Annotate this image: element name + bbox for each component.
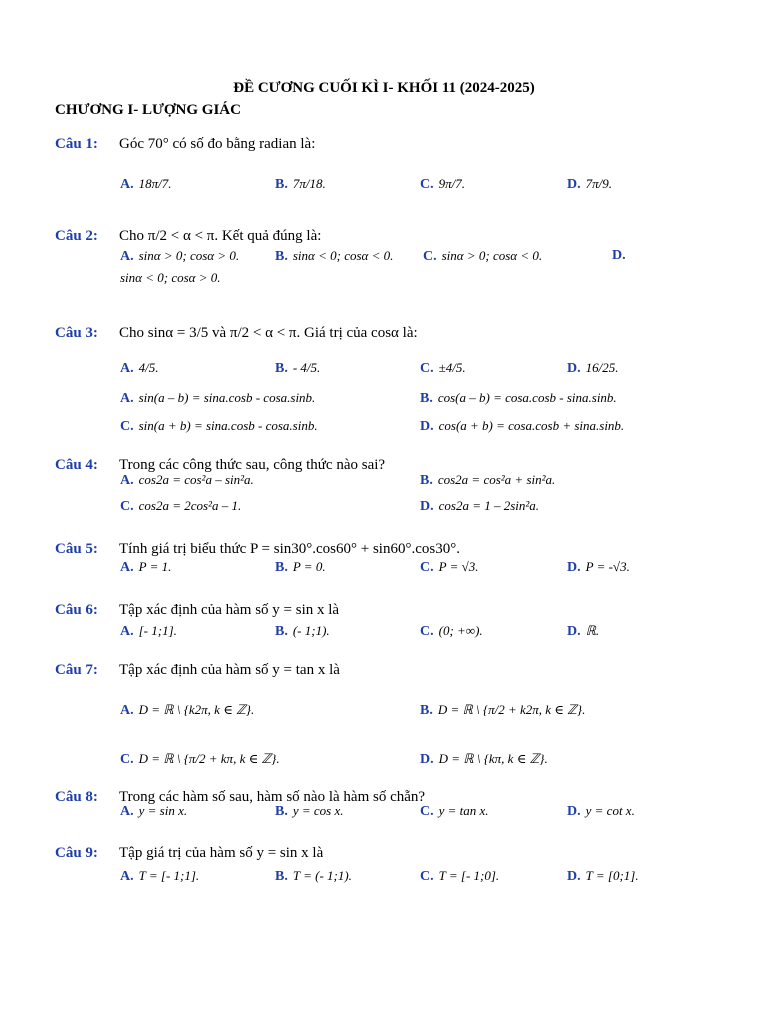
option-text: T = (- 1;1). <box>292 868 352 883</box>
option-letter: C. <box>420 177 434 192</box>
chapter-heading: CHƯƠNG I- LƯỢNG GIÁC <box>55 102 241 118</box>
option-b[interactable] <box>275 360 320 377</box>
option-d[interactable] <box>420 751 548 768</box>
option-letter: B. <box>420 703 433 718</box>
option-b[interactable] <box>420 472 555 489</box>
question-8 <box>55 789 425 806</box>
option-c[interactable] <box>420 559 479 576</box>
option-text: P = -√3. <box>585 559 630 574</box>
option-text: cos2a = 2cos²a – 1. <box>138 498 242 513</box>
option-letter: C. <box>120 752 134 767</box>
option-letter: D. <box>612 248 626 263</box>
option-letter: A. <box>120 249 134 264</box>
option-text: (0; +∞). <box>438 623 483 638</box>
option-letter: D. <box>567 560 581 575</box>
option-text: D = ℝ \ {π/2 + k2π, k ∈ ℤ}. <box>437 702 586 717</box>
option-c[interactable] <box>423 248 542 265</box>
option-letter: B. <box>275 804 288 819</box>
option-letter: C. <box>420 560 434 575</box>
option-text: cos(a + b) = cosa.cosb + sina.sinb. <box>438 418 625 433</box>
option-text: (- 1;1). <box>292 623 330 638</box>
option-letter: A. <box>120 869 134 884</box>
option-text: 18π/7. <box>138 176 172 191</box>
question-label: Câu 7: <box>55 662 98 678</box>
question-5 <box>55 541 460 558</box>
option-text: T = [0;1]. <box>585 868 639 883</box>
option-letter: D. <box>567 624 581 639</box>
document-title: ĐỀ CƯƠNG CUỐI KÌ I- KHỐI 11 (2024-2025) <box>233 80 535 96</box>
option-text: 7π/9. <box>585 176 612 191</box>
option-text: 4/5. <box>138 360 159 375</box>
option-text: ℝ. <box>585 623 600 638</box>
option-letter: D. <box>567 804 581 819</box>
option-letter: A. <box>120 361 134 376</box>
option-letter: A. <box>120 703 134 718</box>
option-text: y = cot x. <box>585 803 635 818</box>
formula-option-c[interactable] <box>120 418 318 435</box>
option-text: P = √3. <box>438 559 479 574</box>
option-d[interactable] <box>567 559 630 576</box>
option-d[interactable] <box>612 248 631 264</box>
question-text: Trong các hàm số sau, hàm số nào là hàm số chẵn? <box>119 789 426 805</box>
option-a[interactable] <box>120 623 177 640</box>
option-c[interactable] <box>420 623 483 640</box>
option-letter: D. <box>567 869 581 884</box>
option-text: sinα < 0; cosα > 0. <box>120 270 221 285</box>
formula-option-b[interactable] <box>420 390 617 407</box>
option-letter: B. <box>420 391 433 406</box>
option-text: ±4/5. <box>438 360 466 375</box>
question-2 <box>55 228 321 245</box>
option-letter: D. <box>420 499 434 514</box>
question-label: Câu 1: <box>55 136 98 152</box>
option-a[interactable] <box>120 248 239 265</box>
option-text: P = 1. <box>138 559 172 574</box>
option-c[interactable] <box>420 176 465 193</box>
option-text: T = [- 1;0]. <box>438 868 500 883</box>
question-text: Cho sinα = 3/5 và π/2 < α < π. Giá trị của cosα là: <box>119 325 418 341</box>
option-text: D = ℝ \ {π/2 + kπ, k ∈ ℤ}. <box>138 751 280 766</box>
option-letter: C. <box>420 624 434 639</box>
option-text: 7π/18. <box>292 176 326 191</box>
question-text: Trong các công thức sau, công thức nào sai? <box>119 457 386 473</box>
question-label: Câu 2: <box>55 228 98 244</box>
option-letter: C. <box>420 804 434 819</box>
option-c[interactable] <box>420 803 489 820</box>
option-c[interactable] <box>420 360 466 377</box>
option-letter: D. <box>567 177 581 192</box>
option-b[interactable] <box>275 559 326 576</box>
option-letter: B. <box>275 361 288 376</box>
option-text: y = tan x. <box>438 803 489 818</box>
option-text: D = ℝ \ {k2π, k ∈ ℤ}. <box>138 702 255 717</box>
option-a[interactable] <box>120 176 172 193</box>
option-letter: A. <box>120 391 134 406</box>
question-7 <box>55 662 340 679</box>
option-a[interactable] <box>120 702 254 719</box>
option-a[interactable] <box>120 360 159 377</box>
option-letter: B. <box>275 177 288 192</box>
option-text: P = 0. <box>292 559 326 574</box>
option-letter: C. <box>420 869 434 884</box>
option-d[interactable] <box>567 623 599 640</box>
option-text: sin(a + b) = sina.cosb - cosa.sinb. <box>138 418 318 433</box>
option-d-text <box>120 270 221 287</box>
question-label: Câu 4: <box>55 457 98 473</box>
option-d[interactable] <box>420 498 539 515</box>
option-b[interactable] <box>275 803 344 820</box>
formula-option-a[interactable] <box>120 390 315 407</box>
option-a[interactable] <box>120 559 171 576</box>
question-label: Câu 6: <box>55 602 98 618</box>
option-text: sinα > 0; cosα < 0. <box>441 248 543 263</box>
option-c[interactable] <box>120 751 280 768</box>
option-letter: B. <box>275 869 288 884</box>
option-b[interactable] <box>275 623 330 640</box>
question-label: Câu 5: <box>55 541 98 557</box>
option-letter: A. <box>120 624 134 639</box>
question-label: Câu 9: <box>55 845 98 861</box>
option-text: cos2a = 1 – 2sin²a. <box>438 498 540 513</box>
question-text: Tập xác định của hàm số y = sin x là <box>119 602 340 618</box>
option-letter: B. <box>275 249 288 264</box>
option-letter: D. <box>420 419 434 434</box>
question-label: Câu 8: <box>55 789 98 805</box>
question-text: Tập giá trị của hàm số y = sin x là <box>119 845 324 861</box>
option-a[interactable] <box>120 868 199 885</box>
option-text: - 4/5. <box>292 360 321 375</box>
option-d[interactable] <box>567 868 639 885</box>
question-text: Tập xác định của hàm số y = tan x là <box>119 662 340 678</box>
option-b[interactable] <box>275 868 352 885</box>
option-letter: C. <box>120 499 134 514</box>
option-letter: B. <box>275 560 288 575</box>
option-d[interactable] <box>567 803 635 820</box>
option-letter: C. <box>420 361 434 376</box>
question-text: Tính giá trị biểu thức P = sin30°.cos60° + sin60°.cos30°. <box>119 541 460 557</box>
option-letter: D. <box>567 361 581 376</box>
option-text: sinα > 0; cosα > 0. <box>138 248 240 263</box>
option-text: sin(a – b) = sina.cosb - cosa.sinb. <box>138 390 316 405</box>
formula-option-d[interactable] <box>420 418 624 435</box>
question-9 <box>55 845 323 862</box>
question-text: Cho π/2 < α < π. Kết quả đúng là: <box>119 228 322 244</box>
option-letter: C. <box>120 419 134 434</box>
option-a[interactable] <box>120 472 254 489</box>
option-letter: D. <box>420 752 434 767</box>
option-letter: A. <box>120 177 134 192</box>
option-c[interactable] <box>420 868 499 885</box>
option-c[interactable] <box>120 498 241 515</box>
option-letter: A. <box>120 804 134 819</box>
option-text: T = [- 1;1]. <box>138 868 200 883</box>
option-letter: C. <box>423 249 437 264</box>
option-text: cos(a – b) = cosa.cosb - sina.sinb. <box>437 390 617 405</box>
option-letter: B. <box>275 624 288 639</box>
option-text: cos2a = cos²a + sin²a. <box>437 472 556 487</box>
option-text: cos2a = cos²a – sin²a. <box>138 472 254 487</box>
option-text: sinα < 0; cosα < 0. <box>292 248 394 263</box>
option-d[interactable] <box>567 176 612 193</box>
option-d[interactable] <box>567 360 619 377</box>
option-text: [- 1;1]. <box>138 623 177 638</box>
option-text: y = sin x. <box>138 803 188 818</box>
question-6 <box>55 602 339 619</box>
option-text: 9π/7. <box>438 176 465 191</box>
option-letter: A. <box>120 560 134 575</box>
option-a[interactable] <box>120 803 187 820</box>
option-text: 16/25. <box>585 360 619 375</box>
question-3 <box>55 325 418 342</box>
question-text: Góc 70° có số đo bằng radian là: <box>119 136 316 152</box>
option-letter: B. <box>420 473 433 488</box>
option-text: y = cos x. <box>292 803 344 818</box>
question-1 <box>55 136 315 153</box>
option-b[interactable] <box>275 248 393 265</box>
option-b[interactable] <box>275 176 326 193</box>
option-letter: A. <box>120 473 134 488</box>
option-b[interactable] <box>420 702 585 719</box>
option-text: D = ℝ \ {kπ, k ∈ ℤ}. <box>438 751 548 766</box>
question-label: Câu 3: <box>55 325 98 341</box>
